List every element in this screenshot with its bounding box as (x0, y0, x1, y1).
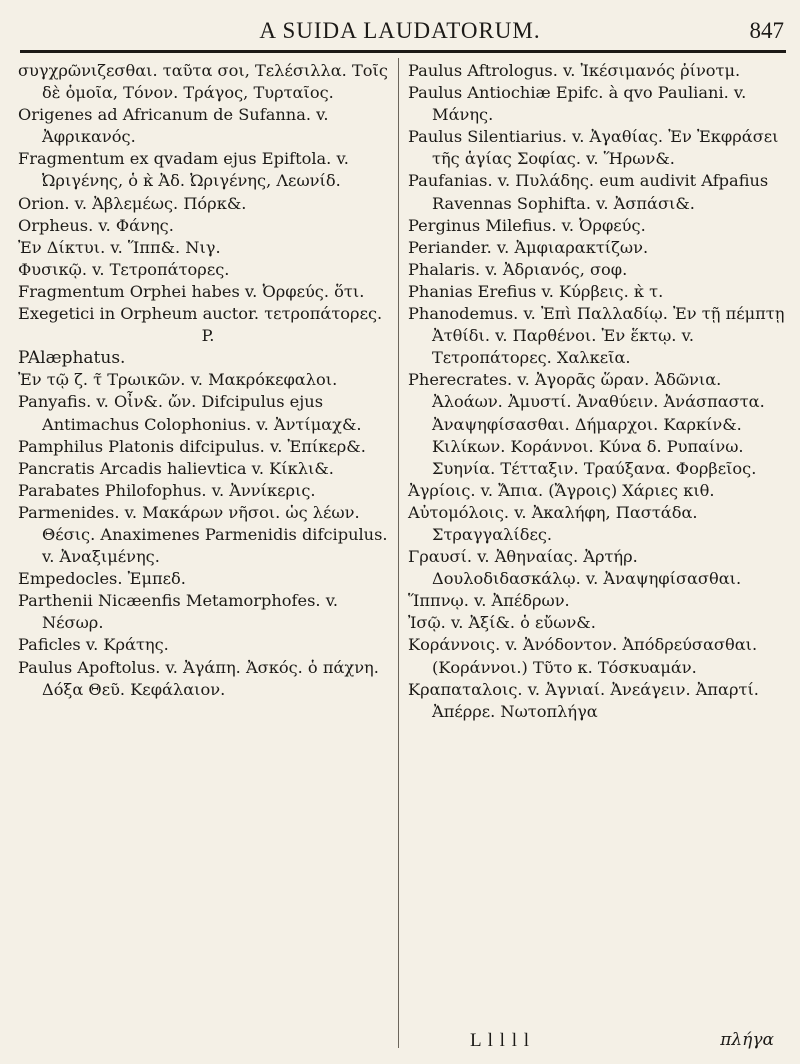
right-column (408, 60, 788, 723)
index-entry: Fragmentum ex qvadam ejus Epiftola. v. Ὠριγένης, ὁ κ̀ Ἀδ. Ὠριγένης, Λεωνίδ. (18, 149, 349, 191)
index-entry: Ἰσῷ. v. Ἀξί&. ὁ εὔων&. (408, 613, 596, 633)
index-entry: Phanias Erefius v. Κύρβεις. κ̀ τ. (408, 281, 664, 301)
index-entry: Orpheus. v. Φάνης. (18, 215, 174, 235)
index-entry: Paulus Apoftolus. v. Ἀγάπη. Ἀσκός. ὁ πάχνη. Δόξα Θεῦ. Κεφάλαιον. (18, 657, 379, 699)
index-entry: Parmenides. v. Μακάρων νῆσοι. ὡς λέων. Θέσις. Anaximenes Parmenidis difcipulus. v. Ἀναξιμένης. (18, 502, 388, 567)
index-entry: Phalaris. v. Ἀδριανός, σοφ. (408, 259, 628, 279)
catchword: πλήγα (720, 1030, 774, 1050)
section-letter: P. (201, 326, 215, 346)
column-divider (398, 58, 399, 1048)
page-number: 847 (749, 18, 784, 43)
index-entry: Parthenii Nicæenfis Metamorphofes. v. Νέσωρ. (18, 591, 339, 633)
index-entry: Ἵππνῳ. v. Ἀπέδρων. (408, 591, 570, 611)
index-entry: Paulus Antiochiæ Epifc. à qvo Pauliani. v. Μάνης. (408, 83, 747, 125)
index-entry: συγχρῶνιζεσθαι. ταῦτα σοι, Τελέσιλλα. Τοῖς δὲ ὁμοῖα, Τόνον. Τράγος, Τυρταῖος. (18, 61, 388, 103)
index-entry: Κραπαταλοις. v. Ἀγνιαί. Ἀνεάγειν. Ἀπαρτί. Ἀπέρρε. Νωτοπλήγα (408, 679, 759, 721)
page-header (0, 10, 800, 54)
index-entry: Periander. v. Ἀμφιαρακτίζων. (408, 237, 649, 257)
index-entry: Pamphilus Platonis difcipulus. v. Ἐπίκερ&. (18, 436, 366, 456)
index-entry: Fragmentum Orphei habes v. Ὀρφεύς. ὅτι. (18, 281, 365, 301)
index-entry: Pancratis Arcadis halievtica v. Κίκλι&. (18, 458, 334, 478)
running-title: A SUIDA LAUDATORUM. (259, 18, 541, 43)
index-entry: Κοράννοις. v. Ἀνόδοντον. Ἀπόδρεύσασθαι. (Κοράννοι.) Τῦτο κ. Τόσκυαμάν. (408, 635, 758, 677)
index-entry: Empedocles. Ἐμπεδ. (18, 569, 186, 589)
index-entry: Perginus Milefius. v. Ὀρφεύς. (408, 215, 646, 235)
index-entry: Paulus Silentiarius. v. Ἀγαθίας. Ἐν Ἐκφράσει τῆς ἁγίας Σοφίας. v. Ἥρων&. (408, 127, 779, 169)
index-entry: Ἐν τῷ ζ. τ̃ Τρωικῶν. v. Μακρόκεφαλοι. (18, 370, 338, 390)
left-column (18, 60, 398, 701)
index-entry: Exegetici in Orpheum auctor. τετροπάτορες. (18, 304, 383, 324)
index-entry: Orion. v. Ἀβλεμέως. Πόρκ&. (18, 193, 247, 213)
index-entry: Αὐτομόλοις. v. Ἀκαλήφη, Παστάδα. Στραγγαλίδες. (408, 502, 698, 544)
index-entry: Γραυσί. v. Ἀθηναίας. Ἀρτήρ. Δουλοδιδασκάλῳ. v. Ἀναψηφίσασθαι. (408, 547, 742, 589)
printer-signature: L l l l l (470, 1030, 531, 1051)
index-entry: Ἐν Δίκτυι. v. Ἵππ&. Νιγ. (18, 237, 221, 257)
index-entry: Paulus Aftrologus. v. Ἰκέσιμανός ῥίνοτμ. (408, 61, 741, 80)
index-entry: Ἀγρίοις. v. Ἄπια. (Ἄγροις) Χάριες κιθ. (408, 480, 715, 500)
index-entry: Paficles v. Κράτης. (18, 635, 169, 655)
index-entry: Panyafis. v. Οἶν&. ὤν. Difcipulus ejus Antimachus Colophonius. v. Ἀντίμαχ&. (18, 392, 362, 434)
index-entry: Paufanias. v. Πυλάδης. eum audivit Afpafius Ravennas Sophifta. v. Ἀσπάσι&. (408, 171, 769, 213)
section-initial-entry: PAlæphatus. (18, 348, 126, 369)
index-entry: Φυσικῷ. v. Τετροπάτορες. (18, 259, 230, 279)
index-entry: Parabates Philofophus. v. Ἀννίκερις. (18, 480, 316, 500)
index-entry: Phanodemus. v. Ἐπὶ Παλλαδίῳ. Ἐν τῇ πέμπτῃ Ἀτθίδι. v. Παρθένοι. Ἐν ἕκτῳ. v. Τετροπάτορες. Χαλκεῖα. (408, 304, 785, 368)
header-rule (20, 50, 786, 53)
index-entry: Pherecrates. v. Ἀγορᾶς ὥραν. Ἀδῶνια. Ἀλοάων. Ἀμυστί. Ἀναθύειν. Ἀνάσπαστα. Ἀναψηφίσασθαι. Δήμαρχοι. Καρκίν&. Κιλίκων. Κοράννοι. Κύνα δ. Ρυπαίνω. Συηνία. Τέτταξιν. Τραύξανα. Φορβεῖος. (408, 370, 765, 478)
index-entry: Origenes ad Africanum de Sufanna. v. Ἀφρικανός. (18, 105, 329, 147)
